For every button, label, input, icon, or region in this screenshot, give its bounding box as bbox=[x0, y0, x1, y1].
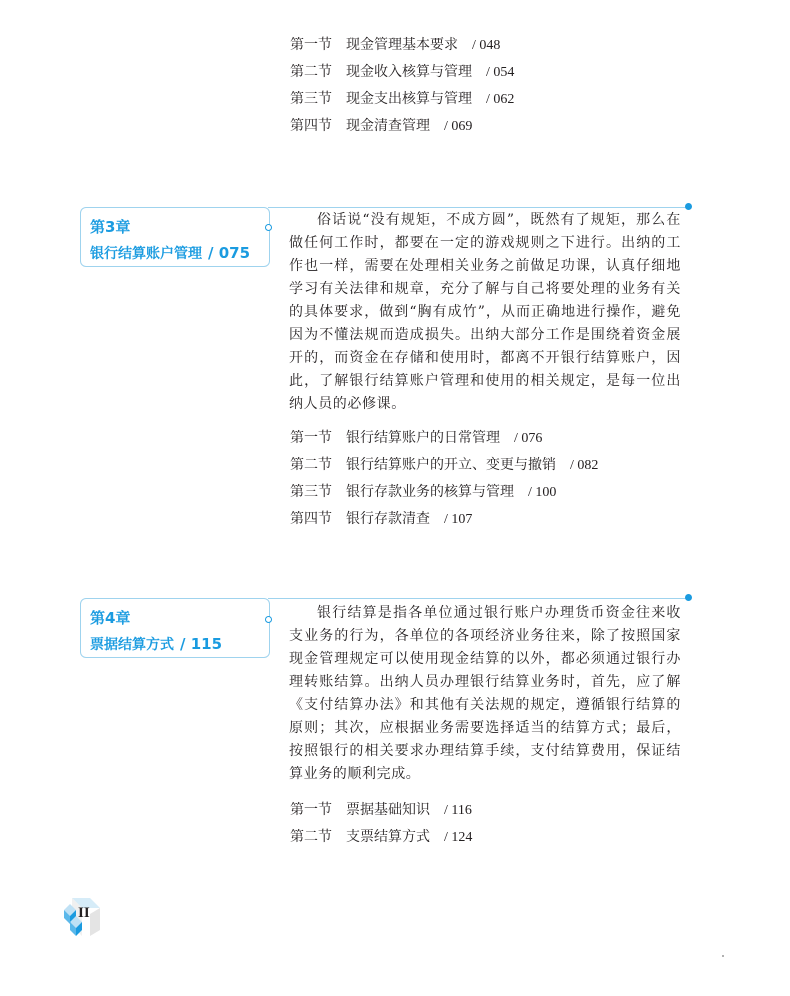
section-title: 支票结算方式 bbox=[346, 829, 430, 845]
section-page: / 048 bbox=[472, 38, 501, 53]
chapter4-title: 票据结算方式 bbox=[90, 637, 174, 653]
chapter4-title-line bbox=[90, 634, 222, 654]
chapter3-heading-box[interactable] bbox=[80, 207, 270, 267]
section-page: / 054 bbox=[486, 65, 515, 80]
section-label: 第一节 bbox=[290, 802, 332, 818]
toc-entry[interactable] bbox=[290, 506, 598, 533]
section-title: 银行存款清查 bbox=[346, 511, 430, 527]
section-label: 第三节 bbox=[290, 484, 332, 500]
section-page: / 100 bbox=[528, 485, 557, 500]
chapter3-title-line bbox=[90, 243, 250, 263]
chapter3-title: 银行结算账户管理 bbox=[90, 246, 202, 262]
chapter4-heading-box[interactable] bbox=[80, 598, 270, 658]
section-label: 第一节 bbox=[290, 430, 332, 446]
chapter4-section-list bbox=[290, 797, 472, 851]
page-number-badge bbox=[60, 896, 104, 938]
section-label: 第二节 bbox=[290, 829, 332, 845]
toc-entry[interactable] bbox=[290, 479, 598, 506]
toc-entry[interactable] bbox=[290, 797, 472, 824]
section-page: / 107 bbox=[444, 512, 473, 527]
section-page: / 116 bbox=[444, 803, 472, 818]
section-label: 第二节 bbox=[290, 64, 332, 80]
corner-mark bbox=[722, 955, 724, 957]
section-page: / 076 bbox=[514, 431, 543, 446]
chapter3-box-dot bbox=[265, 224, 272, 231]
toc-entry[interactable] bbox=[290, 113, 514, 140]
chapter4-intro: 银行结算是指各单位通过银行账户办理货币资金往来收支业务的行为，各单位的各项经济业务往来，除了按照国家现金管理规定可以使用现金结算的以外，都必须通过银行办理转账结算。出纳人员办理银行结算业务时，首先，应了解《支付结算办法》和其他有关法规的规定，遵循银行结算的原则；其次，应根据业务需要选择适当的结算方式；最后，按照银行的相关要求办理结算手续，支付结算费用，保证结算业务的顺利完成。 bbox=[289, 605, 681, 782]
section-label: 第一节 bbox=[290, 37, 332, 53]
chapter2-section-list bbox=[290, 32, 514, 140]
chapter3-intro: 俗话说“没有规矩，不成方圆”，既然有了规矩，那么在做任何工作时，都要在一定的游戏规则之下进行。出纳的工作也一样，需要在处理相关业务之前做足功课，认真仔细地学习有关法律和规章，充分了解与自己将要处理的业务有关的具体要求，做到“胸有成竹”，从而正确地进行操作，避免因为不懂法规而造成损失。出纳大部分工作是围绕着资金展开的，而资金在存储和使用时，都离不开银行结算账户，因此，了解银行结算账户管理和使用的相关规定，是每一位出纳人员的必修课。 bbox=[289, 212, 681, 412]
chapter4-page: / 115 bbox=[180, 635, 223, 653]
toc-entry[interactable] bbox=[290, 824, 472, 851]
section-label: 第二节 bbox=[290, 457, 332, 473]
section-title: 现金清查管理 bbox=[346, 118, 430, 134]
chapter3-section-list bbox=[290, 425, 598, 533]
chapter3-label: 第3章 bbox=[90, 218, 131, 236]
toc-entry[interactable] bbox=[290, 425, 598, 452]
chapter3-rule-end-dot bbox=[685, 203, 692, 210]
section-title: 现金收入核算与管理 bbox=[346, 64, 472, 80]
section-page: / 062 bbox=[486, 92, 515, 107]
section-label: 第三节 bbox=[290, 91, 332, 107]
chapter4-rule bbox=[268, 598, 688, 599]
section-label: 第四节 bbox=[290, 118, 332, 134]
section-title: 银行存款业务的核算与管理 bbox=[346, 484, 514, 500]
section-title: 现金管理基本要求 bbox=[346, 37, 458, 53]
chapter3-rule bbox=[268, 207, 688, 208]
section-page: / 124 bbox=[444, 830, 473, 845]
section-title: 票据基础知识 bbox=[346, 802, 430, 818]
toc-entry[interactable] bbox=[290, 86, 514, 113]
section-page: / 069 bbox=[444, 119, 473, 134]
page-number: II bbox=[78, 905, 90, 921]
chapter4-rule-end-dot bbox=[685, 594, 692, 601]
chapter4-box-dot bbox=[265, 616, 272, 623]
toc-entry[interactable] bbox=[290, 32, 514, 59]
chapter4-label: 第4章 bbox=[90, 609, 131, 627]
section-title: 现金支出核算与管理 bbox=[346, 91, 472, 107]
section-title: 银行结算账户的日常管理 bbox=[346, 430, 500, 446]
section-label: 第四节 bbox=[290, 511, 332, 527]
chapter3-page: / 075 bbox=[208, 244, 251, 262]
toc-entry[interactable] bbox=[290, 452, 598, 479]
section-page: / 082 bbox=[570, 458, 599, 473]
section-title: 银行结算账户的开立、变更与撤销 bbox=[346, 457, 556, 473]
toc-entry[interactable] bbox=[290, 59, 514, 86]
